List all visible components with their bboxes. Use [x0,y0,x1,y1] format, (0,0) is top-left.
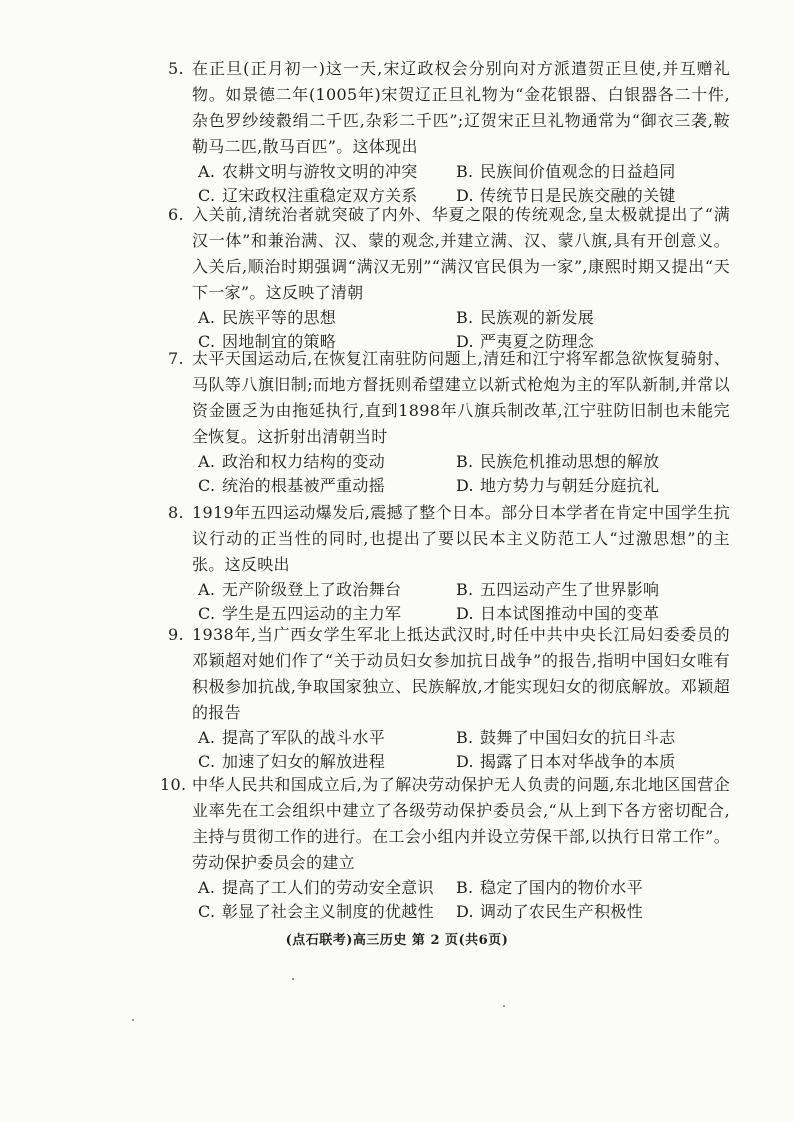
question-stem: 太平天国运动后,在恢复江南驻防问题上,清廷和江宁将军都急欲恢复骑射、马队等八旗旧制;而地方督抚则希望建立以新式枪炮为主的军队新制,并常以资金匮乏为由拖延执行,直到1898年八旗兵制改革,江宁驻防旧制也未能完全恢复。这折射出清朝当时 [192,349,730,446]
option-a[interactable]: A. 提高了工人们的劳动安全意识 [198,878,434,897]
question-5 [168,56,730,208]
scan-speck [503,1005,505,1007]
option-a[interactable]: A. 无产阶级登上了政治舞台 [198,580,402,599]
option-d[interactable]: D. 日本试图推动中国的变革 [456,604,660,623]
question-7 [168,346,730,498]
question-stem: 1919年五四运动爆发后,震撼了整个日本。部分日本学者在肯定中国学生抗议行动的正当性的同时,也提出了要以民本主义防范工人“过激思想”的主张。这反映出 [192,503,730,574]
option-b[interactable]: B. 鼓舞了中国妇女的抗日斗志 [456,728,676,747]
question-stem: 中华人民共和国成立后,为了解决劳动保护无人负责的问题,东北地区国营企业率先在工会组织中建立了各级劳动保护委员会,“从上到下各方密切配合,主持与贯彻工作的进行。在工会小组内并设立劳保干部,以执行日常工作”。劳动保护委员会的建立 [192,775,730,872]
option-c[interactable]: C. 彰显了社会主义制度的优越性 [198,902,434,921]
option-a[interactable]: A. 政治和权力结构的变动 [198,452,386,471]
option-b[interactable]: B. 五四运动产生了世界影响 [456,580,660,599]
option-b[interactable]: B. 民族间价值观念的日益趋同 [456,162,676,181]
scan-speck [132,1019,134,1021]
question-10 [160,772,730,924]
question-number: 8. [168,503,184,522]
question-stem: 入关前,清统治者就突破了内外、华夏之限的传统观念,皇太极就提出了“满汉一体”和兼治满、汉、蒙的观念,并建立满、汉、蒙八旗,具有开创意义。入关后,顺治时期强调“满汉无别”“满汉官民俱为一家”,康熙时期又提出“天下一家”。这反映了清朝 [192,205,730,302]
question-stem: 在正旦(正月初一)这一天,宋辽政权会分别向对方派遣贺正旦使,并互赠礼物。如景德二年(1005年)宋贺辽正旦礼物为“金花银器、白银器各二十件,杂色罗纱绫縠绢二千匹,杂彩二千匹”;辽贺宋正旦礼物通常为“御衣三袭,鞍勒马二匹,散马百匹”。这体现出 [192,59,730,156]
question-stem: 1938年,当广西女学生军北上抵达武汉时,时任中共中央长江局妇委委员的邓颖超对她们作了“关于动员妇女参加抗日战争”的报告,指明中国妇女唯有积极参加抗战,争取国家独立、民族解放,才能实现妇女的彻底解放。邓颖超的报告 [192,625,730,722]
options [198,578,730,626]
option-b[interactable]: B. 稳定了国内的物价水平 [456,878,644,897]
question-number: 6. [168,205,184,224]
option-d[interactable]: D. 严夷夏之防理念 [456,332,595,351]
option-a[interactable]: A. 农耕文明与游牧文明的冲突 [198,162,418,181]
option-d[interactable]: D. 揭露了日本对华战争的本质 [456,752,676,771]
option-d[interactable]: D. 传统节日是民族交融的关键 [456,186,676,205]
scan-speck [292,978,294,980]
option-a[interactable]: A. 提高了军队的战斗水平 [198,728,386,747]
option-c[interactable]: C. 辽宋政权注重稳定双方关系 [198,186,418,205]
page-footer: (点石联考)高三历史 第 2 页(共6页) [285,933,509,948]
question-9 [168,622,730,774]
option-c[interactable]: C. 学生是五四运动的主力军 [198,604,402,623]
question-6 [168,202,730,354]
question-number: 5. [168,59,184,78]
option-b[interactable]: B. 民族危机推动思想的解放 [456,452,660,471]
option-c[interactable]: C. 因地制宜的策略 [198,332,337,351]
options [198,160,730,208]
question-number: 9. [168,625,184,644]
option-a[interactable]: A. 民族平等的思想 [198,308,337,327]
options [198,450,730,498]
question-8 [168,500,730,626]
options [198,726,730,774]
question-number: 7. [168,349,184,368]
option-b[interactable]: B. 民族观的新发展 [456,308,595,327]
option-c[interactable]: C. 统治的根基被严重动摇 [198,476,386,495]
question-number: 10. [160,775,187,794]
option-c[interactable]: C. 加速了妇女的解放进程 [198,752,386,771]
options [198,876,730,924]
option-d[interactable]: D. 地方势力与朝廷分庭抗礼 [456,476,660,495]
option-d[interactable]: D. 调动了农民生产积极性 [456,902,644,921]
